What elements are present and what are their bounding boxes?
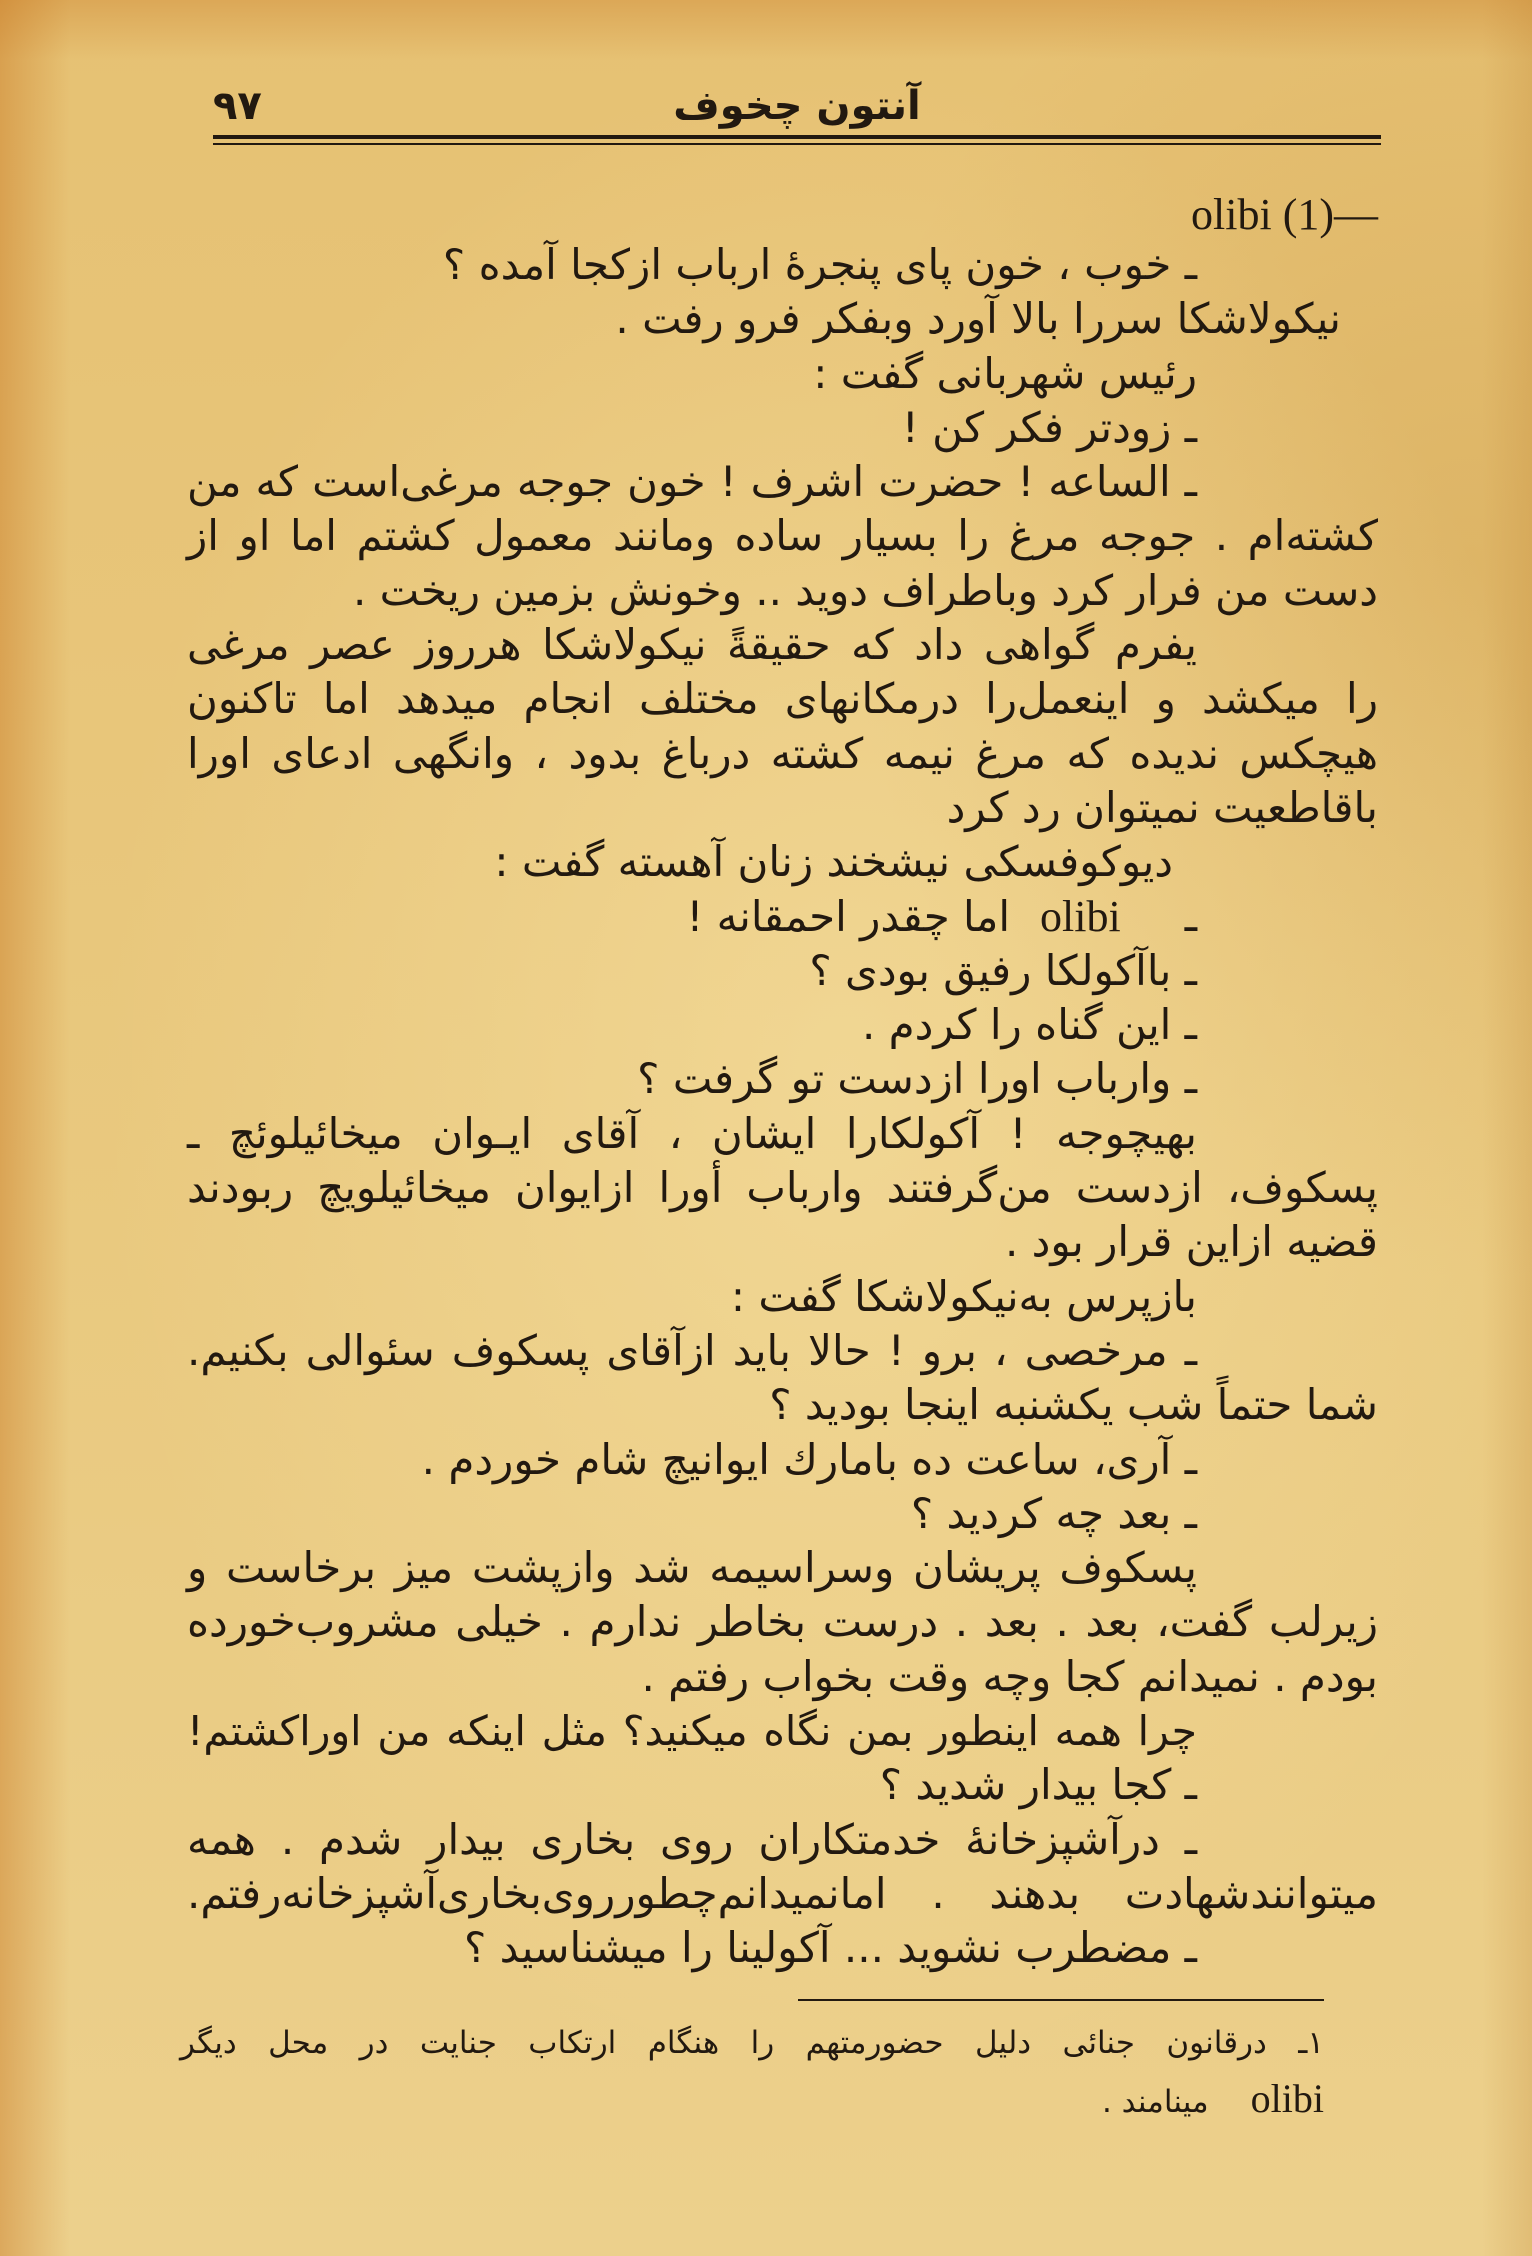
footnote-line: [180, 2071, 1324, 2130]
line-text: مینامند .: [1101, 2084, 1209, 2120]
text-line: کشته‌ام . جوجه مرغ را بسیار ساده ومانند معمول کشتم اما او از: [187, 511, 1378, 561]
text-line: باقاطعیت نمیتوان رد کرد: [946, 782, 1378, 832]
text-line: شما حتماً شب یکشنبه اینجا بودید ؟: [769, 1380, 1378, 1430]
text-line: ـ وارباب اورا ازدست تو گرفت ؟: [637, 1054, 1197, 1104]
continued-dialogue-line: olibi (1)—: [1191, 190, 1378, 239]
text-line: ـ آری، ساعت ده بامارك ایوانیچ شام خوردم .: [421, 1434, 1197, 1484]
page-number: ۹۷: [213, 83, 262, 129]
text-line: را میکشد و اینعمل‌را درمکانهای مختلف انجام میدهد اما تاکنون: [187, 674, 1378, 724]
text-line: چرا همه اینطور بمن نگاه میکنید؟ مثل اینکه من اوراکشتم!: [187, 1707, 1197, 1756]
text-line: زیرلب گفت، بعد . بعد . درست بخاطر ندارم . خیلی مشروب‌خورده: [187, 1597, 1378, 1647]
text-line: ـ مضطرب نشوید ... آکولینا را میشناسید ؟: [463, 1923, 1197, 1973]
dialogue-dash: ـ: [1184, 891, 1197, 941]
text-line: قضیه ازاین قرار بود .: [1004, 1217, 1378, 1267]
footnote-rule: [798, 1999, 1324, 2001]
text-line: نیکولاشکا سررا بالا آورد وبفکر فرو رفت .: [615, 294, 1341, 344]
text-line: ـ کجا بیدار شدید ؟: [879, 1760, 1197, 1810]
page-body: [187, 192, 1378, 1976]
text-line: ـ خوب ، خون پای پنجرۀ ارباب ازکجا آمده ؟: [442, 240, 1197, 289]
text-line: بهیچوجه ! آکولکارا ایشان ، آقای ایـوان میخائیلوئچ ـ: [187, 1108, 1197, 1158]
text-line: بازپرس به‌نیکولاشکا گفت :: [730, 1271, 1197, 1321]
text-line: ـ الساعه ! حضرت اشرف ! خون جوجه مرغی‌است که من: [187, 457, 1197, 507]
text-line: یفرم گواهی داد که حقیقةً نیکولاشکا هرروز عصر مرغی: [187, 620, 1197, 670]
header-rule: [213, 135, 1381, 145]
text-line: [187, 890, 1378, 944]
text-line: بودم . نمیدانم کجا وچه وقت بخواب رفتم .: [641, 1651, 1378, 1701]
latin-term: olibi: [1040, 891, 1121, 941]
page-header: [213, 78, 1381, 134]
line-text: اما چقدر احمقانه !: [686, 891, 1010, 941]
text-line: ـ باآکولکا رفیق بودی ؟: [809, 945, 1197, 995]
text-line: ـ زودتر فکر کن !: [901, 402, 1197, 452]
footnote: [180, 2016, 1324, 2130]
footnote-line: ۱ـ درقانون جنائی دلیل حضورمتهم را هنگام ارتکاب جنایت در محل دیگر: [180, 2025, 1324, 2061]
text-line: میتوانندشهادت بدهند . امانمیدانم‌چطورروی‌بخاری‌آشپزخانه‌رفتم.: [187, 1868, 1378, 1918]
running-title: آنتون چخوف: [673, 83, 921, 129]
text-line: دست من فرار کرد وباطراف دوید .. وخونش بزمین ریخت .: [352, 565, 1378, 615]
text-line: هیچکس ندیده که مرغ نیمه کشته درباغ بدود ، وانگهی ادعای اورا: [187, 728, 1378, 778]
text-line: ـ بعد چه کردید ؟: [910, 1488, 1197, 1538]
text-line: ـ مرخصی ، برو ! حالا باید ازآقای پسکوف سئوالی بکنیم.: [187, 1325, 1197, 1375]
latin-term: olibi: [1250, 2076, 1324, 2121]
text-line: پسکوف، ازدست من‌گرفتند وارباب أورا ازایوان میخائیلویچ ربودند: [187, 1163, 1378, 1213]
text-line: رئیس شهربانی گفت :: [813, 348, 1197, 398]
text-line: پسکوف پریشان وسراسیمه شد وازپشت میز برخاست و: [187, 1543, 1197, 1593]
text-line: دیوکوفسکی نیشخند زنان آهسته گفت :: [494, 837, 1173, 887]
text-line: ـ درآشپزخانۀ خدمتکاران روی بخاری بیدار شدم . همه: [187, 1814, 1197, 1864]
text-line: ـ این گناه را کردم .: [861, 1000, 1197, 1050]
